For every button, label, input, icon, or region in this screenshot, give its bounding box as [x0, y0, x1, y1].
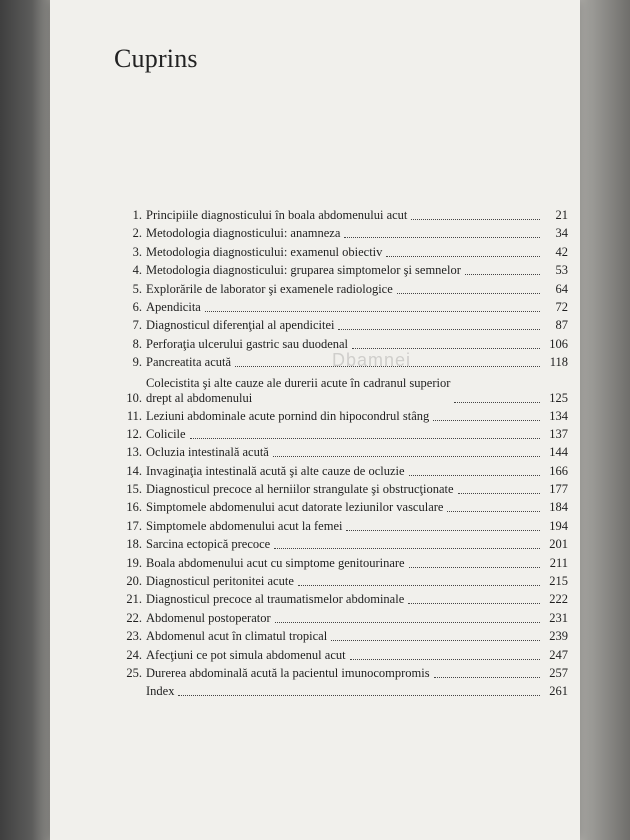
toc-entry-number: 4.: [132, 263, 142, 278]
dot-leader: [275, 621, 540, 623]
toc-entry: [120, 282, 568, 297]
toc-entry-page-number: 21: [555, 208, 568, 222]
toc-entry-number: 21.: [126, 592, 142, 607]
toc-entry: [120, 666, 568, 681]
toc-entry: [120, 592, 568, 607]
dot-leader: [331, 639, 540, 641]
toc-entry-title: Perforaţia ulcerului gastric sau duodenal: [146, 336, 349, 351]
toc-entry-title: Explorările de laborator şi examenele radiologice: [146, 281, 393, 296]
toc-entry-title-continued: drept al abdomenului: [146, 390, 253, 405]
toc-entry-page-number: 177: [549, 482, 568, 497]
toc-entry-number: 23.: [126, 629, 142, 644]
dot-leader: [190, 437, 540, 439]
toc-entry-page-number: 144: [549, 445, 568, 460]
toc-entry-number: 15.: [126, 482, 142, 497]
toc-entry: [120, 427, 568, 442]
toc-entry: [120, 464, 568, 479]
dot-leader: [397, 292, 540, 294]
toc-entry-title: Boala abdomenului acut cu simptome genitourinare: [146, 555, 405, 570]
toc-entry-page-number: 261: [549, 684, 568, 699]
toc-entry-page-number: 222: [549, 592, 568, 607]
toc-entry: [120, 355, 568, 370]
toc-entry-title: Colicile: [146, 426, 186, 441]
toc-entry: [120, 226, 568, 241]
dot-leader: [458, 492, 540, 494]
toc-entry-title: Abdomenul acut în climatul tropical: [146, 629, 328, 644]
toc-entry-page-number: 137: [549, 426, 568, 441]
dot-leader: [205, 310, 540, 312]
toc-entry: [120, 500, 568, 515]
toc-entry-number: 14.: [126, 463, 142, 478]
toc-entry-number: 17.: [126, 518, 142, 533]
toc-entry-number: 24.: [126, 647, 142, 662]
toc-entry-page-number: 166: [549, 463, 568, 478]
toc-entry: [120, 300, 568, 315]
toc-entry-page-number: 87: [555, 318, 568, 333]
toc-entry: [120, 208, 568, 223]
dot-leader: [433, 419, 540, 421]
dot-leader: [273, 455, 540, 457]
page-title: Cuprins: [114, 44, 198, 73]
toc-entry: [120, 245, 568, 260]
dot-leader: [274, 547, 540, 549]
toc-entry-title: Colecistita şi alte cauze ale durerii acute în cadranul superior: [146, 375, 451, 390]
toc-entry-title: Diagnosticul diferenţial al apendicitei: [146, 318, 335, 333]
toc-entry-title: Simptomele abdomenului acut datorate leziunilor vasculare: [146, 500, 444, 515]
toc-entry-number: 10.: [126, 390, 142, 405]
toc-entry-title: Diagnosticul precoce al herniilor strangulate şi obstrucţionate: [146, 482, 454, 497]
toc-entry-title: Abdomenul postoperator: [146, 610, 271, 625]
toc-entry-number: 20.: [126, 574, 142, 589]
dot-leader: [352, 347, 540, 349]
dot-leader: [298, 584, 540, 586]
book-page: [50, 0, 580, 840]
dot-leader: [338, 328, 540, 330]
dot-leader: [465, 273, 540, 275]
toc-entry-page-number: 194: [549, 518, 568, 533]
toc-entry-page-number: 125: [549, 390, 568, 405]
dot-leader: [346, 529, 540, 531]
toc-entry-number: 3.: [132, 244, 142, 259]
toc-entry-page-number: 64: [555, 281, 568, 296]
toc-entry-title: Sarcina ectopică precoce: [146, 537, 271, 552]
dot-leader: [344, 236, 540, 238]
toc-entry: [120, 556, 568, 571]
toc-entry-page-number: 106: [549, 336, 568, 351]
toc-entry: [120, 519, 568, 534]
toc-entry-title: Simptomele abdomenului acut la femei: [146, 518, 343, 533]
toc-entry-number: 8.: [132, 336, 142, 351]
toc-entry-number: 16.: [126, 500, 142, 515]
toc-entry: [120, 648, 568, 663]
toc-entry-number: 18.: [126, 537, 142, 552]
dot-leader: [411, 218, 540, 220]
toc-entry-number: 9.: [132, 355, 142, 370]
toc-entry-number: 19.: [126, 555, 142, 570]
toc-entry-page-number: 201: [549, 537, 568, 552]
toc-entry-page-number: 42: [555, 244, 568, 259]
toc-entry: [120, 409, 568, 424]
toc-entry: [120, 611, 568, 626]
toc-entry: [120, 374, 568, 406]
toc-entry: [120, 684, 568, 699]
toc-entry-title: Durerea abdominală acută la pacientul imunocompromis: [146, 665, 430, 680]
toc-entry-title: Ocluzia intestinală acută: [146, 445, 269, 460]
dot-leader: [409, 474, 540, 476]
toc-entry-page-number: 239: [549, 629, 568, 644]
toc-entry: [120, 263, 568, 278]
toc-entry-title: Afecţiuni ce pot simula abdomenul acut: [146, 647, 346, 662]
dot-leader: [408, 602, 540, 604]
toc-entry-title: Metodologia diagnosticului: anamneza: [146, 226, 341, 241]
toc-entry-number: 5.: [132, 281, 142, 296]
toc-entry: [120, 574, 568, 589]
dot-leader: [235, 365, 540, 367]
toc-entry-page-number: 53: [555, 263, 568, 278]
watermark: Dbamnei: [332, 350, 412, 370]
toc-entry-page-number: 215: [549, 574, 568, 589]
toc-entry: [120, 629, 568, 644]
toc-entry-title: Invaginaţia intestinală acută şi alte cauze de ocluzie: [146, 463, 405, 478]
toc-entry-number: 25.: [126, 665, 142, 680]
toc-entry: [120, 337, 568, 352]
toc-entry-number: 13.: [126, 445, 142, 460]
dot-leader: [350, 658, 540, 660]
dot-leader: [447, 510, 540, 512]
dot-leader: [178, 694, 540, 696]
toc-entry-title: Principiile diagnosticului în boala abdomenului acut: [146, 208, 408, 222]
toc-entry-title: Metodologia diagnosticului: gruparea simptomelor şi semnelor: [146, 263, 461, 278]
toc-entry: [120, 318, 568, 333]
toc-entry-title: Metodologia diagnosticului: examenul obiectiv: [146, 244, 383, 259]
toc-entry-title: Pancreatita acută: [146, 355, 232, 370]
toc-entry: [120, 537, 568, 552]
toc-entry-page-number: 211: [549, 555, 568, 570]
dot-leader: [386, 255, 540, 257]
toc-entry-number: 6.: [132, 299, 142, 314]
toc-entry-page-number: 257: [549, 665, 568, 680]
toc-entry-page-number: 247: [549, 647, 568, 662]
toc-entry-number: 2.: [132, 226, 142, 241]
toc-entry: [120, 482, 568, 497]
toc-entry-page-number: 231: [549, 610, 568, 625]
dot-leader: [434, 676, 540, 678]
toc-entry-number: 11.: [126, 408, 142, 423]
toc-entry-page-number: 72: [555, 299, 568, 314]
dot-leader: [409, 566, 540, 568]
toc-entry-title-wrap: [146, 376, 450, 406]
toc-entry-title: Leziuni abdominale acute pornind din hipocondrul stâng: [146, 408, 430, 423]
toc-entry-page-number: 118: [549, 355, 568, 370]
toc-entry-number: 7.: [132, 318, 142, 333]
toc-entry-page-number: 34: [555, 226, 568, 241]
toc-entry-number: 12.: [126, 426, 142, 441]
toc-entry-page-number: 134: [549, 408, 568, 423]
toc-entry-title: Diagnosticul peritonitei acute: [146, 574, 294, 589]
toc-entry-title: Diagnosticul precoce al traumatismelor abdominale: [146, 592, 405, 607]
toc-entry-title: Index: [146, 684, 175, 699]
toc-entry-page-number: 184: [549, 500, 568, 515]
toc-entry-title: Apendicita: [146, 299, 201, 314]
toc-entry-number: 22.: [126, 610, 142, 625]
toc-entry: [120, 445, 568, 460]
toc-entry-number: 1.: [132, 208, 142, 222]
dot-leader: [454, 401, 540, 403]
table-of-contents: [120, 208, 568, 703]
